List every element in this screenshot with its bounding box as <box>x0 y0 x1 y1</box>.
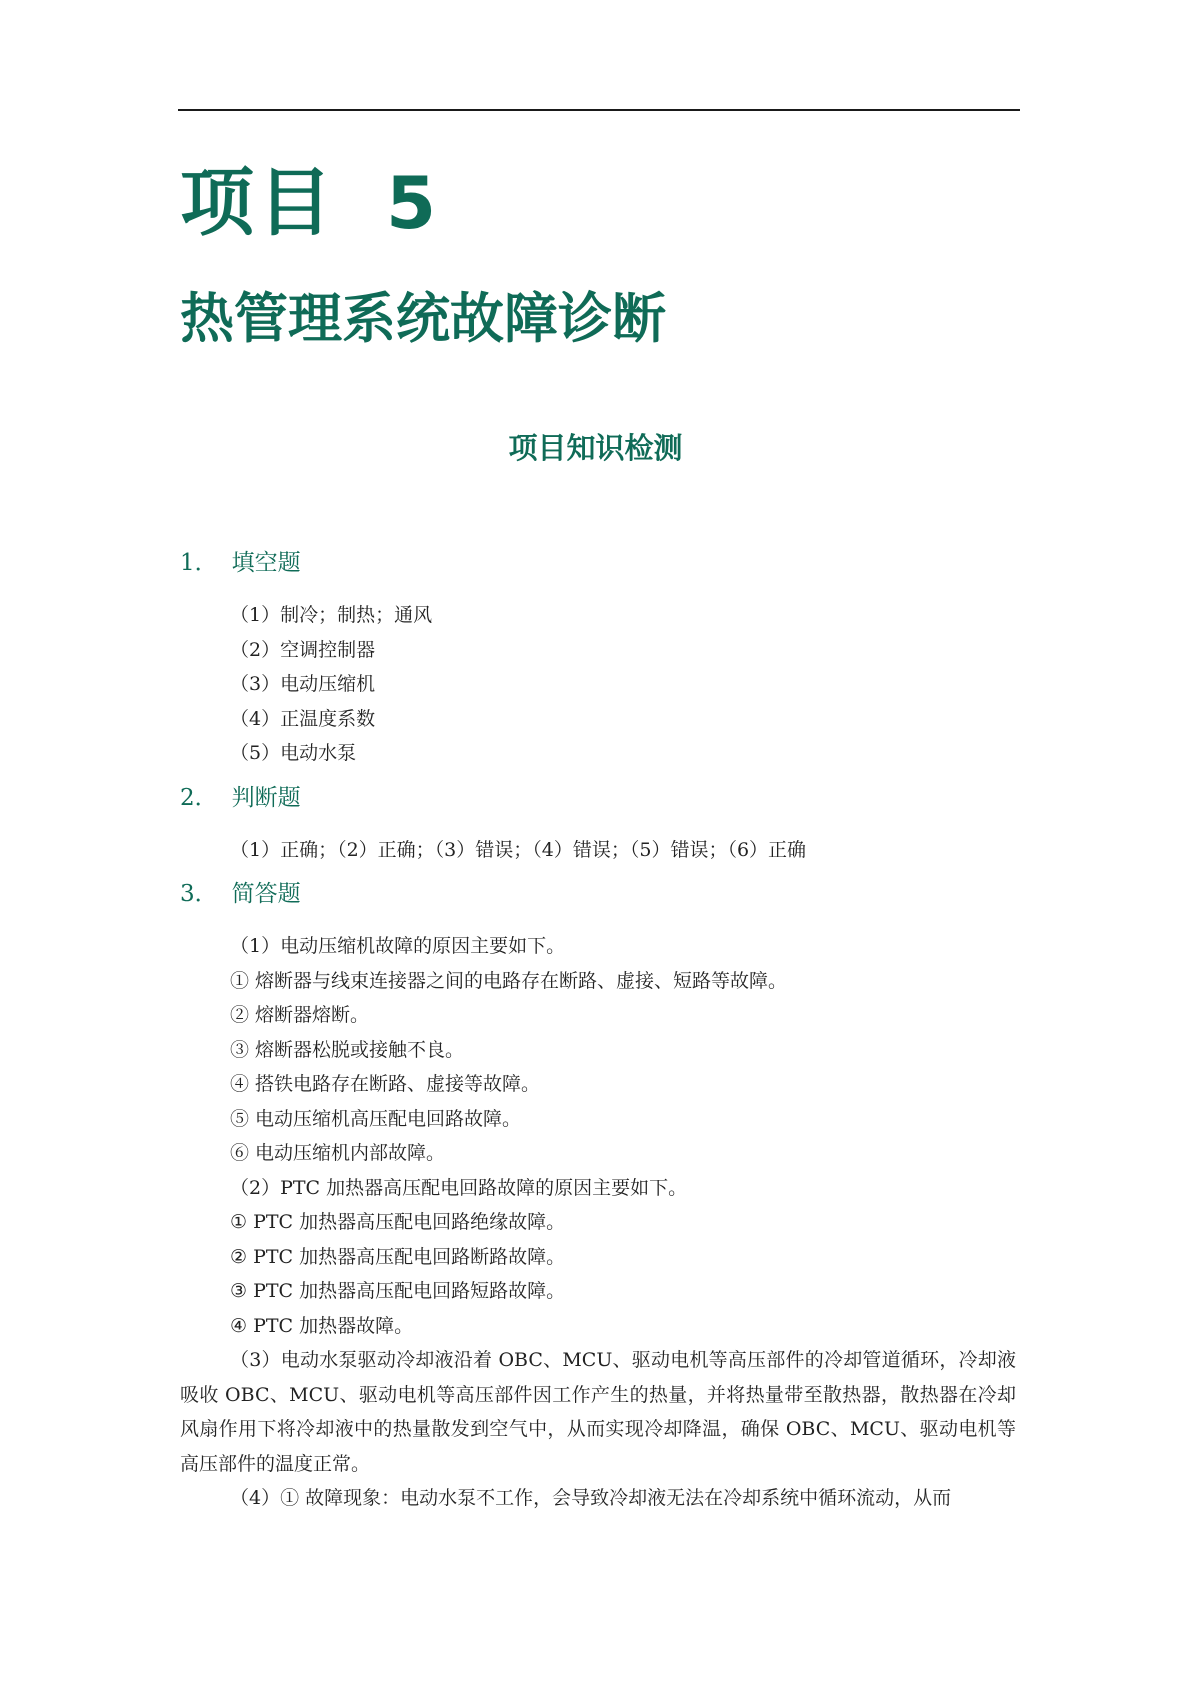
q1-title: （1）电动压缩机故障的原因主要如下。 <box>230 935 566 957</box>
fill-blank-item: （3）电动压缩机 <box>230 673 376 695</box>
q1-item: ⑥ 电动压缩机内部故障。 <box>230 1142 446 1164</box>
q1-item: ③ 熔断器松脱或接触不良。 <box>230 1038 465 1061</box>
q4-paragraph: （4）① 故障现象：电动水泵不工作，会导致冷却液无法在冷却系统中循环流动，从而 <box>230 1487 952 1509</box>
fill-blank-item: （4）正温度系数 <box>230 707 376 730</box>
short-answer-number: 3． <box>180 881 218 907</box>
q1-item: ④ 搭铁电路存在断路、虚接等故障。 <box>230 1073 541 1095</box>
q2-item: ④ PTC 加热器故障。 <box>230 1314 414 1337</box>
fill-blank-answers <box>180 598 1016 771</box>
true-false-heading <box>180 781 1016 815</box>
project-number: 5 <box>386 161 441 245</box>
q2-title: （2）PTC 加热器高压配电回路故障的原因主要如下。 <box>230 1176 688 1199</box>
project-label <box>180 158 440 248</box>
q2-item: ① PTC 加热器高压配电回路绝缘故障。 <box>230 1211 566 1233</box>
top-rule <box>178 109 1020 111</box>
fill-blank-title: 填空题 <box>231 550 301 576</box>
q1-item: ② 熔断器熔断。 <box>230 1004 370 1026</box>
q1-item: ⑤ 电动压缩机高压配电回路故障。 <box>230 1107 522 1130</box>
project-word: 项目 <box>180 160 336 246</box>
short-answer-answers <box>180 929 1016 1516</box>
fill-blank-item: （1）制冷；制热；通风 <box>230 604 433 626</box>
answer-content <box>180 546 1016 1516</box>
short-answer-title: 简答题 <box>231 881 301 907</box>
fill-blank-item: （5）电动水泵 <box>230 742 357 764</box>
q2-item: ③ PTC 加热器高压配电回路短路故障。 <box>230 1280 566 1302</box>
q2-item: ② PTC 加热器高压配电回路断路故障。 <box>230 1245 566 1268</box>
fill-blank-number: 1． <box>180 550 218 576</box>
q3-paragraph: （3）电动水泵驱动冷却液沿着 OBC、MCU、驱动电机等高压部件的冷却管道循环，冷却液吸收 OBC、MCU、驱动电机等高压部件因工作产生的热量，并将热量带至散热器，散热器在冷却风扇作用下将冷却液中的热量散发到空气中，从而实现冷却降温，确保 OBC、MCU、驱动电机等高压部件的温度正常。 <box>180 1349 1016 1475</box>
short-answer-heading <box>180 877 1016 911</box>
true-false-number: 2． <box>180 784 218 811</box>
true-false-answer: （1）正确；（2）正确；（3）错误；（4）错误；（5）错误；（6）正确 <box>230 838 807 861</box>
q1-item: ① 熔断器与线束连接器之间的电路存在断路、虚接、短路等故障。 <box>230 969 788 992</box>
true-false-answers <box>180 833 1016 868</box>
fill-blank-heading <box>180 546 1016 580</box>
chapter-title: 热管理系统故障诊断 <box>180 287 666 350</box>
fill-blank-item: （2）空调控制器 <box>230 638 376 661</box>
true-false-title: 判断题 <box>231 784 301 811</box>
section-heading: 项目知识检测 <box>508 431 683 465</box>
